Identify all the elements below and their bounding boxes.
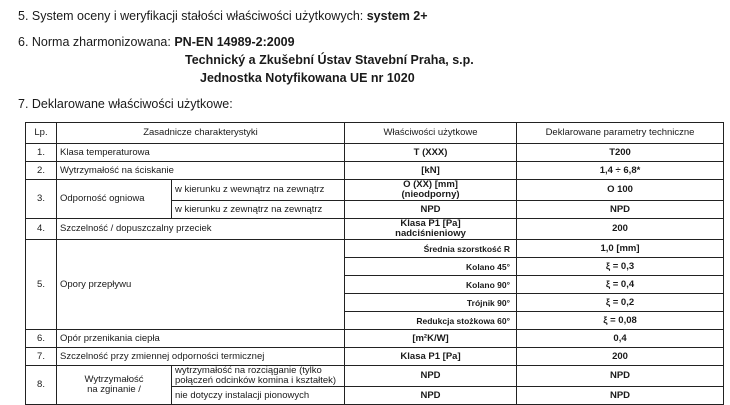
header-parameters: Deklarowane parametry techniczne xyxy=(517,123,724,144)
table-row xyxy=(26,348,724,366)
row-lp: 3. xyxy=(26,180,57,219)
performance-table xyxy=(25,122,724,405)
row-lp: 6. xyxy=(26,330,57,348)
row-property: Redukcja stożkowa 60° xyxy=(345,312,517,330)
section-7: 7. Deklarowane właściwości użytkowe: xyxy=(18,97,233,111)
table-row xyxy=(26,180,724,201)
table-row xyxy=(26,219,724,240)
row-characteristic: Wytrzymałość na zginanie / xyxy=(57,366,172,405)
row-property: T (XXX) xyxy=(345,144,517,162)
row-subcharacteristic: wytrzymałość na rozciąganie (tylko połączeń odcinków komina i kształtek) xyxy=(172,366,345,387)
row-value: ξ = 0,4 xyxy=(517,276,724,294)
table-header-row xyxy=(26,123,724,144)
table-row xyxy=(26,366,724,387)
row-value: NPD xyxy=(517,366,724,387)
certification-body: Technický a Zkušební Ústav Stavební Praha, s.p. xyxy=(185,53,474,67)
row-property: NPD xyxy=(345,387,517,405)
section-5-value: system 2+ xyxy=(366,9,428,23)
row-lp: 8. xyxy=(26,366,57,405)
row-characteristic: Szczelność / dopuszczalny przeciek xyxy=(57,219,345,240)
section-6-value: PN-EN 14989-2:2009 xyxy=(174,35,295,49)
row-characteristic: Klasa temperaturowa xyxy=(57,144,345,162)
row-characteristic: Wytrzymałość na ściskanie xyxy=(57,162,345,180)
row-subcharacteristic: w kierunku z wewnątrz na zewnątrz xyxy=(172,180,345,201)
row-property: NPD xyxy=(345,201,517,219)
table-row xyxy=(26,162,724,180)
row-subcharacteristic: nie dotyczy instalacji pionowych xyxy=(172,387,345,405)
row-lp: 1. xyxy=(26,144,57,162)
table-row xyxy=(26,240,724,258)
row-property: Klasa P1 [Pa] xyxy=(345,348,517,366)
row-property: Trójnik 90° xyxy=(345,294,517,312)
row-characteristic: Opory przepływu xyxy=(57,240,345,330)
row-property: O (XX) [mm] (nieodporny) xyxy=(345,180,517,201)
table-row xyxy=(26,330,724,348)
row-property: Kolano 45° xyxy=(345,258,517,276)
row-value: 200 xyxy=(517,219,724,240)
notified-body: Jednostka Notyfikowana UE nr 1020 xyxy=(200,71,415,85)
row-property: Klasa P1 [Pa] nadciśnieniowy xyxy=(345,219,517,240)
row-property: [kN] xyxy=(345,162,517,180)
section-5 xyxy=(18,9,428,23)
table-row xyxy=(26,144,724,162)
row-lp: 4. xyxy=(26,219,57,240)
row-property: NPD xyxy=(345,366,517,387)
row-characteristic: Odporność ogniowa xyxy=(57,180,172,219)
row-property: Kolano 90° xyxy=(345,276,517,294)
row-lp: 7. xyxy=(26,348,57,366)
section-6-label: 6. Norma zharmonizowana: xyxy=(18,35,171,49)
row-value: ξ = 0,08 xyxy=(517,312,724,330)
row-lp: 2. xyxy=(26,162,57,180)
row-value: NPD xyxy=(517,387,724,405)
row-characteristic: Opór przenikania ciepła xyxy=(57,330,345,348)
section-6 xyxy=(18,35,295,49)
header-properties: Właściwości użytkowe xyxy=(345,123,517,144)
row-property: [m²K/W] xyxy=(345,330,517,348)
row-value: 200 xyxy=(517,348,724,366)
row-value: ξ = 0,2 xyxy=(517,294,724,312)
row-lp: 5. xyxy=(26,240,57,330)
section-5-text: 5. System oceny i weryfikacji stałości właściwości użytkowych: xyxy=(18,9,364,23)
row-property: Średnia szorstkość R xyxy=(345,240,517,258)
row-characteristic: Szczelność przy zmiennej odporności termicznej xyxy=(57,348,345,366)
header-characteristics: Zasadnicze charakterystyki xyxy=(57,123,345,144)
row-value: T200 xyxy=(517,144,724,162)
row-value: 1,4 ÷ 6,8* xyxy=(517,162,724,180)
row-value: O 100 xyxy=(517,180,724,201)
row-value: ξ = 0,3 xyxy=(517,258,724,276)
row-subcharacteristic: w kierunku z zewnątrz na zewnątrz xyxy=(172,201,345,219)
header-lp: Lp. xyxy=(26,123,57,144)
row-value: NPD xyxy=(517,201,724,219)
row-value: 1,0 [mm] xyxy=(517,240,724,258)
row-value: 0,4 xyxy=(517,330,724,348)
